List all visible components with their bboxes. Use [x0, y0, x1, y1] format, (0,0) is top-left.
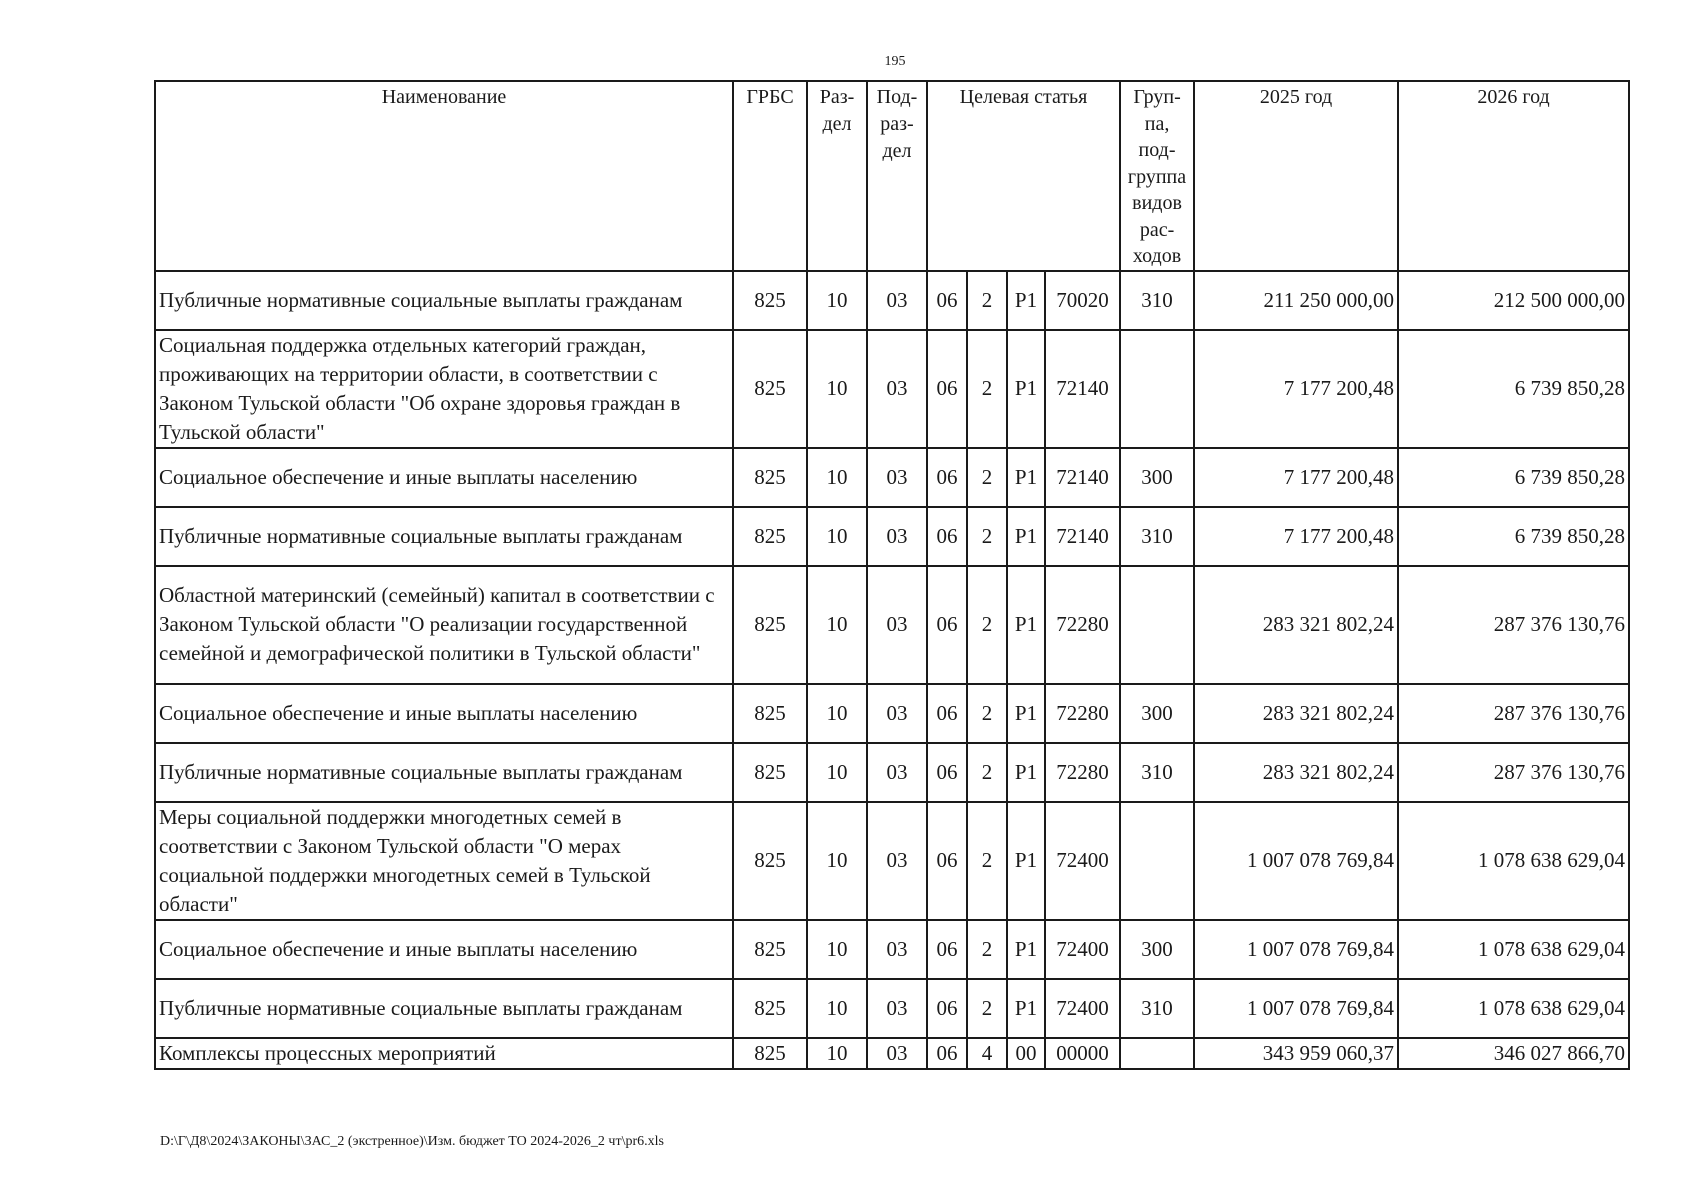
cell-name: Социальная поддержка отдельных категорий граждан, проживающих на территории области, в соответствии с Законом Тульской области "Об охране здоровья граждан в Тульской области" [155, 330, 733, 448]
cell-target-3: Р1 [1007, 271, 1045, 330]
cell-subsection: 03 [867, 1038, 927, 1069]
cell-subsection: 03 [867, 448, 927, 507]
table-header-row [155, 81, 1629, 271]
header-expense-group: Груп- па, под- группа видов рас- ходов [1120, 81, 1194, 271]
cell-subsection: 03 [867, 979, 927, 1038]
cell-target-1: 06 [927, 743, 967, 802]
header-target-article: Целевая статья [927, 81, 1120, 271]
cell-section: 10 [807, 271, 867, 330]
cell-target-1: 06 [927, 507, 967, 566]
cell-target-1: 06 [927, 448, 967, 507]
cell-name: Меры социальной поддержки многодетных семей в соответствии с Законом Тульской области "О мерах социальной поддержки многодетных семей в Тульской области" [155, 802, 733, 920]
cell-amount-2026: 212 500 000,00 [1398, 271, 1629, 330]
cell-section: 10 [807, 566, 867, 684]
cell-target-1: 06 [927, 684, 967, 743]
cell-grbs: 825 [733, 507, 807, 566]
cell-expense-group: 300 [1120, 684, 1194, 743]
cell-amount-2025: 211 250 000,00 [1194, 271, 1398, 330]
cell-target-3: Р1 [1007, 743, 1045, 802]
cell-target-3: 00 [1007, 1038, 1045, 1069]
cell-grbs: 825 [733, 330, 807, 448]
cell-grbs: 825 [733, 566, 807, 684]
cell-expense-group: 310 [1120, 271, 1194, 330]
cell-target-4: 72280 [1045, 743, 1120, 802]
cell-amount-2026: 1 078 638 629,04 [1398, 802, 1629, 920]
header-section: Раз- дел [807, 81, 867, 271]
cell-target-4: 72280 [1045, 566, 1120, 684]
cell-target-4: 72140 [1045, 507, 1120, 566]
cell-target-2: 2 [967, 507, 1007, 566]
cell-amount-2025: 283 321 802,24 [1194, 566, 1398, 684]
cell-expense-group: 310 [1120, 507, 1194, 566]
cell-amount-2026: 287 376 130,76 [1398, 684, 1629, 743]
cell-section: 10 [807, 448, 867, 507]
cell-amount-2025: 7 177 200,48 [1194, 448, 1398, 507]
cell-target-3: Р1 [1007, 920, 1045, 979]
cell-target-4: 70020 [1045, 271, 1120, 330]
cell-name: Комплексы процессных мероприятий [155, 1038, 733, 1069]
cell-target-2: 2 [967, 566, 1007, 684]
cell-expense-group: 310 [1120, 979, 1194, 1038]
cell-amount-2026: 6 739 850,28 [1398, 448, 1629, 507]
cell-name: Социальное обеспечение и иные выплаты населению [155, 684, 733, 743]
cell-amount-2026: 6 739 850,28 [1398, 330, 1629, 448]
cell-target-2: 2 [967, 330, 1007, 448]
cell-subsection: 03 [867, 743, 927, 802]
header-grbs: ГРБС [733, 81, 807, 271]
cell-target-1: 06 [927, 566, 967, 684]
cell-target-3: Р1 [1007, 330, 1045, 448]
table-row [155, 271, 1629, 330]
table-row [155, 979, 1629, 1038]
cell-amount-2026: 287 376 130,76 [1398, 743, 1629, 802]
cell-grbs: 825 [733, 271, 807, 330]
cell-target-2: 2 [967, 802, 1007, 920]
cell-grbs: 825 [733, 802, 807, 920]
cell-target-2: 4 [967, 1038, 1007, 1069]
cell-section: 10 [807, 920, 867, 979]
cell-amount-2025: 7 177 200,48 [1194, 507, 1398, 566]
cell-subsection: 03 [867, 920, 927, 979]
cell-amount-2025: 283 321 802,24 [1194, 684, 1398, 743]
table-row [155, 507, 1629, 566]
table-row [155, 1038, 1629, 1069]
cell-subsection: 03 [867, 271, 927, 330]
cell-name: Областной материнский (семейный) капитал в соответствии с Законом Тульской области "О реализации государственной семейной и демографической политики в Тульской области" [155, 566, 733, 684]
cell-target-2: 2 [967, 743, 1007, 802]
cell-target-2: 2 [967, 448, 1007, 507]
table-row [155, 330, 1629, 448]
cell-expense-group [1120, 566, 1194, 684]
table-row [155, 448, 1629, 507]
cell-target-3: Р1 [1007, 979, 1045, 1038]
cell-amount-2025: 343 959 060,37 [1194, 1038, 1398, 1069]
cell-subsection: 03 [867, 330, 927, 448]
cell-target-2: 2 [967, 684, 1007, 743]
cell-name: Публичные нормативные социальные выплаты гражданам [155, 743, 733, 802]
cell-grbs: 825 [733, 684, 807, 743]
cell-expense-group [1120, 1038, 1194, 1069]
cell-target-1: 06 [927, 979, 967, 1038]
cell-expense-group: 300 [1120, 448, 1194, 507]
table-row [155, 566, 1629, 684]
cell-amount-2026: 6 739 850,28 [1398, 507, 1629, 566]
cell-expense-group: 300 [1120, 920, 1194, 979]
cell-target-4: 72400 [1045, 802, 1120, 920]
cell-amount-2026: 1 078 638 629,04 [1398, 920, 1629, 979]
cell-target-4: 72140 [1045, 330, 1120, 448]
cell-target-3: Р1 [1007, 802, 1045, 920]
cell-expense-group [1120, 330, 1194, 448]
cell-section: 10 [807, 743, 867, 802]
cell-subsection: 03 [867, 802, 927, 920]
cell-section: 10 [807, 1038, 867, 1069]
cell-target-2: 2 [967, 920, 1007, 979]
cell-target-3: Р1 [1007, 448, 1045, 507]
cell-target-4: 72280 [1045, 684, 1120, 743]
cell-target-1: 06 [927, 271, 967, 330]
cell-amount-2025: 1 007 078 769,84 [1194, 979, 1398, 1038]
cell-expense-group: 310 [1120, 743, 1194, 802]
cell-expense-group [1120, 802, 1194, 920]
cell-target-4: 72400 [1045, 979, 1120, 1038]
page-number: 195 [884, 54, 906, 69]
cell-subsection: 03 [867, 507, 927, 566]
table-row [155, 920, 1629, 979]
cell-section: 10 [807, 684, 867, 743]
cell-amount-2026: 287 376 130,76 [1398, 566, 1629, 684]
table-row [155, 743, 1629, 802]
cell-target-1: 06 [927, 1038, 967, 1069]
cell-name: Публичные нормативные социальные выплаты гражданам [155, 271, 733, 330]
cell-target-4: 00000 [1045, 1038, 1120, 1069]
cell-grbs: 825 [733, 920, 807, 979]
cell-target-3: Р1 [1007, 507, 1045, 566]
cell-subsection: 03 [867, 684, 927, 743]
budget-table [154, 80, 1630, 1070]
header-year-2025: 2025 год [1194, 81, 1398, 271]
cell-grbs: 825 [733, 979, 807, 1038]
cell-target-2: 2 [967, 271, 1007, 330]
cell-name: Социальное обеспечение и иные выплаты населению [155, 920, 733, 979]
cell-amount-2026: 346 027 866,70 [1398, 1038, 1629, 1069]
cell-section: 10 [807, 507, 867, 566]
cell-subsection: 03 [867, 566, 927, 684]
cell-target-3: Р1 [1007, 566, 1045, 684]
cell-section: 10 [807, 979, 867, 1038]
table-row [155, 802, 1629, 920]
cell-grbs: 825 [733, 448, 807, 507]
cell-name: Публичные нормативные социальные выплаты гражданам [155, 507, 733, 566]
cell-target-4: 72400 [1045, 920, 1120, 979]
cell-target-3: Р1 [1007, 684, 1045, 743]
cell-name: Социальное обеспечение и иные выплаты населению [155, 448, 733, 507]
cell-grbs: 825 [733, 743, 807, 802]
header-name: Наименование [155, 81, 733, 271]
cell-amount-2025: 283 321 802,24 [1194, 743, 1398, 802]
header-subsection: Под- раз- дел [867, 81, 927, 271]
cell-amount-2025: 7 177 200,48 [1194, 330, 1398, 448]
cell-name: Публичные нормативные социальные выплаты гражданам [155, 979, 733, 1038]
cell-target-1: 06 [927, 802, 967, 920]
cell-grbs: 825 [733, 1038, 807, 1069]
cell-amount-2026: 1 078 638 629,04 [1398, 979, 1629, 1038]
footer-file-path: D:\Г\Д8\2024\ЗАКОНЫ\ЗАС_2 (экстренное)\Изм. бюджет ТО 2024-2026_2 чт\pr6.xls [160, 1134, 664, 1149]
cell-amount-2025: 1 007 078 769,84 [1194, 802, 1398, 920]
cell-target-2: 2 [967, 979, 1007, 1038]
table-row [155, 684, 1629, 743]
cell-section: 10 [807, 802, 867, 920]
cell-target-1: 06 [927, 920, 967, 979]
cell-target-1: 06 [927, 330, 967, 448]
cell-section: 10 [807, 330, 867, 448]
cell-amount-2025: 1 007 078 769,84 [1194, 920, 1398, 979]
header-year-2026: 2026 год [1398, 81, 1629, 271]
cell-target-4: 72140 [1045, 448, 1120, 507]
